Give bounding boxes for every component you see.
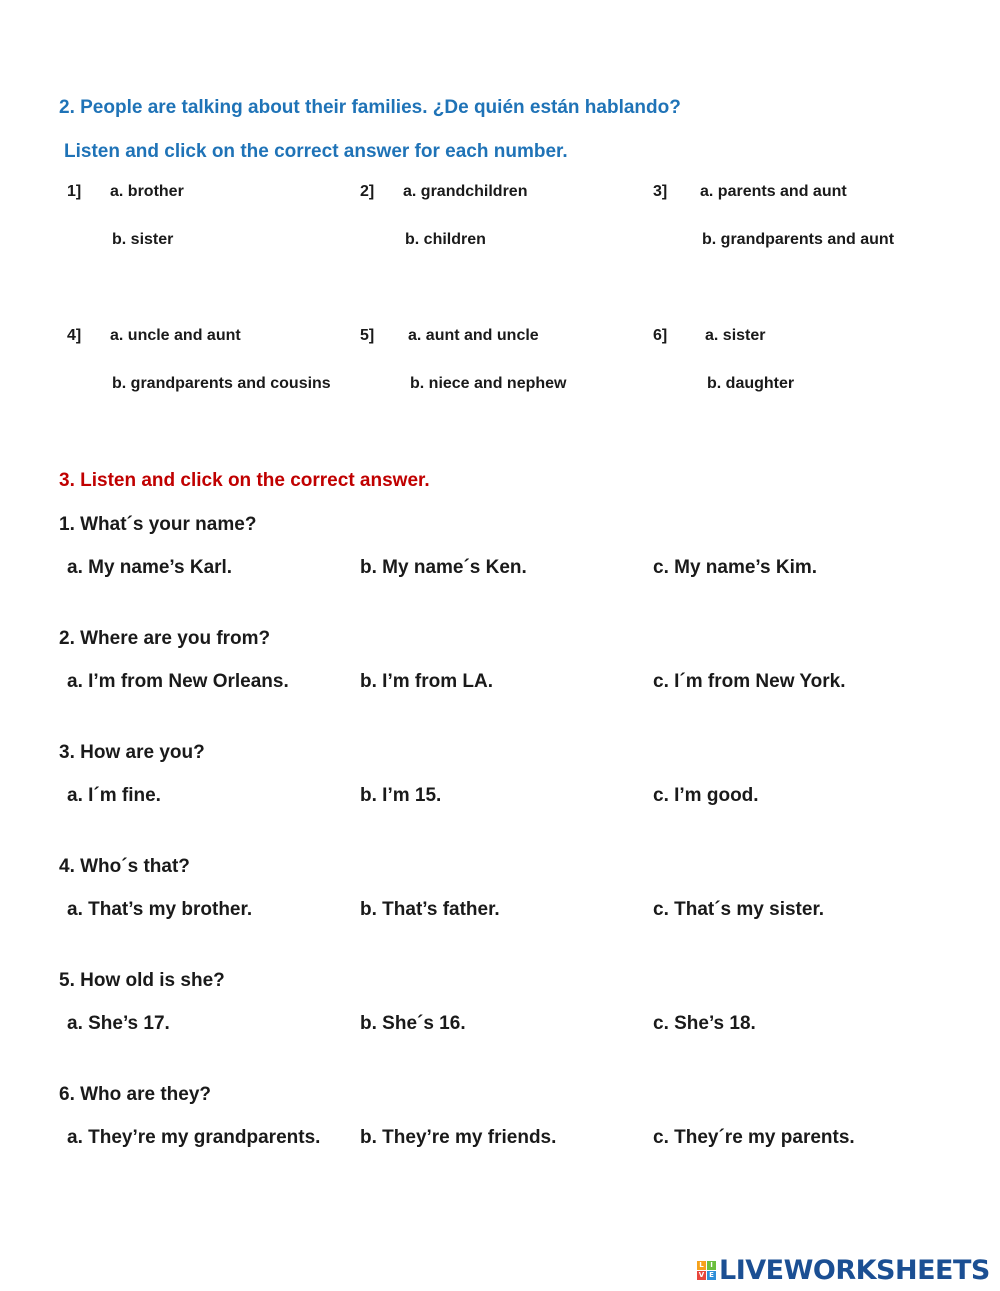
answer-option-a[interactable]: a. grandchildren xyxy=(403,183,528,200)
logo-mark-icon xyxy=(697,1261,716,1280)
answer-option-a[interactable]: a. My name’s Karl. xyxy=(67,557,233,578)
answer-option-a[interactable]: a. That’s my brother. xyxy=(67,899,253,920)
item-number: 1] xyxy=(67,183,82,200)
answer-option-b[interactable]: b. children xyxy=(405,231,486,248)
answer-option-a[interactable]: a. She’s 17. xyxy=(67,1013,170,1034)
answer-option-c[interactable]: c. That´s my sister. xyxy=(653,899,825,920)
item-number: 4] xyxy=(67,327,82,344)
section2-title: 2. People are talking about their families. ¿De quién están hablando? xyxy=(59,97,681,118)
answer-option-b[interactable]: b. They’re my friends. xyxy=(360,1127,557,1148)
answer-option-b[interactable]: b. My name´s Ken. xyxy=(360,557,527,578)
question-text: 2. Where are you from? xyxy=(59,628,271,649)
logo-mark-tile: V xyxy=(698,1270,705,1279)
answer-option-b[interactable]: b. grandparents and cousins xyxy=(112,375,331,392)
answer-option-a[interactable]: a. They’re my grandparents. xyxy=(67,1127,321,1148)
answer-option-a[interactable]: a. parents and aunt xyxy=(700,183,847,200)
question-text: 3. How are you? xyxy=(59,742,205,763)
answer-option-c[interactable]: c. I’m good. xyxy=(653,785,759,806)
answer-option-b[interactable]: b. sister xyxy=(112,231,174,248)
answer-option-b[interactable]: b. daughter xyxy=(707,375,795,392)
answer-option-b[interactable]: b. That’s father. xyxy=(360,899,500,920)
question-text: 6. Who are they? xyxy=(59,1084,212,1105)
logo-mark-tile: L xyxy=(697,1261,706,1270)
section3-title: 3. Listen and click on the correct answer. xyxy=(59,470,430,491)
item-number: 6] xyxy=(653,327,668,344)
question-text: 5. How old is she? xyxy=(59,970,225,991)
answer-option-b[interactable]: b. grandparents and aunt xyxy=(702,231,895,248)
logo-text: LIVEWORKSHEETS xyxy=(719,1254,990,1286)
item-number: 3] xyxy=(653,183,668,200)
item-number: 5] xyxy=(360,327,375,344)
answer-option-a[interactable]: a. aunt and uncle xyxy=(408,327,539,344)
answer-option-b[interactable]: b. She´s 16. xyxy=(360,1013,466,1034)
answer-option-c[interactable]: c. They´re my parents. xyxy=(653,1127,855,1148)
question-text: 4. Who´s that? xyxy=(59,856,190,877)
answer-option-b[interactable]: b. I’m from LA. xyxy=(360,671,493,692)
liveworksheets-logo[interactable] xyxy=(697,1255,990,1285)
question-text: 1. What´s your name? xyxy=(59,514,257,535)
answer-option-a[interactable]: a. brother xyxy=(110,183,184,200)
answer-option-c[interactable]: c. I´m from New York. xyxy=(653,671,846,692)
answer-option-b[interactable]: b. niece and nephew xyxy=(410,375,567,392)
answer-option-b[interactable]: b. I’m 15. xyxy=(360,785,442,806)
section2-instruction: Listen and click on the correct answer for each number. xyxy=(64,141,568,162)
answer-option-a[interactable]: a. uncle and aunt xyxy=(110,327,241,344)
logo-mark-tile: E xyxy=(707,1271,716,1280)
answer-option-a[interactable]: a. I´m fine. xyxy=(67,785,161,806)
answer-option-a[interactable]: a. sister xyxy=(705,327,766,344)
answer-option-a[interactable]: a. I’m from New Orleans. xyxy=(67,671,289,692)
answer-option-c[interactable]: c. My name’s Kim. xyxy=(653,557,818,578)
logo-mark-tile: I xyxy=(707,1261,716,1270)
answer-option-c[interactable]: c. She’s 18. xyxy=(653,1013,756,1034)
item-number: 2] xyxy=(360,183,375,200)
